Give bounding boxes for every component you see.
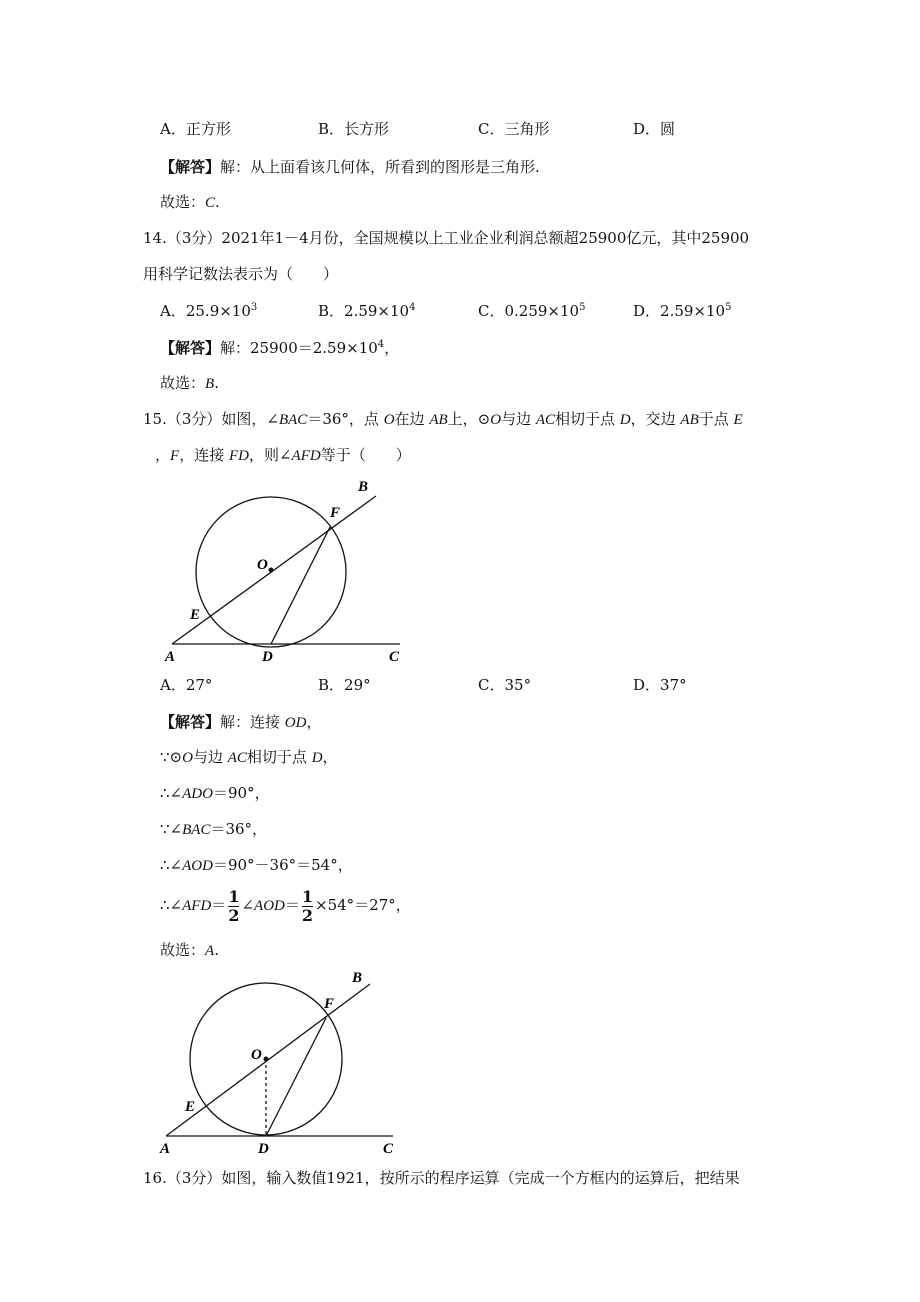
stem-math: AC: [535, 412, 556, 428]
step-text: 与边: [192, 748, 228, 766]
stem-math: AFD: [291, 448, 321, 464]
label-b: B: [352, 970, 363, 986]
question-number: 15.: [143, 410, 167, 428]
label-c: C: [389, 649, 400, 664]
q13-option-d: D．圆: [633, 120, 676, 138]
stem-text: 等于（ ）: [320, 446, 411, 464]
choice-prefix: 故选：: [160, 193, 206, 211]
label-f: F: [324, 996, 335, 1012]
question-number: 16.: [143, 1169, 167, 1187]
answer-exponent: 4: [377, 339, 385, 350]
option-base: B．2.59×10: [318, 302, 410, 320]
q15-choice: [160, 940, 219, 961]
stem-text: 上，⊙: [447, 410, 491, 428]
step-math: AFD: [182, 898, 212, 914]
label-f: F: [330, 505, 341, 521]
q15-stem-line2: [155, 445, 411, 466]
fraction-denominator: 2: [301, 905, 314, 925]
stem-text: 相切于点: [555, 410, 620, 428]
label-b: B: [358, 479, 369, 495]
option-exponent: 5: [725, 302, 732, 313]
stem-math: AB: [680, 412, 699, 428]
q13-option-c: C．三角形: [478, 120, 550, 138]
label-c: C: [383, 1141, 394, 1157]
stem-text: 于点: [698, 410, 734, 428]
question-number: 14.: [143, 229, 167, 247]
stem-math: F: [170, 448, 180, 464]
q15-stem-line1: [143, 409, 743, 430]
step-text: ，: [306, 713, 322, 731]
step-text: 相切于点: [246, 748, 312, 766]
step-text: ＝90°－36°＝54°，: [212, 856, 353, 874]
stem-text: ，则∠: [248, 446, 292, 464]
q15-option-b: B．29°: [318, 676, 371, 694]
fraction-numerator: 1: [228, 886, 240, 906]
step-math: BAC: [182, 822, 211, 838]
stem-text: 如图，∠: [221, 410, 279, 428]
option-exponent: 4: [409, 302, 416, 313]
option-exponent: 5: [579, 302, 586, 313]
stem-text: ＝36°，点: [307, 410, 384, 428]
step-text: ∴∠: [160, 784, 183, 802]
answer-tag: 【解答】: [160, 339, 221, 357]
q13-option-b: B．长方形: [318, 120, 390, 138]
stem-text: ，: [155, 446, 171, 464]
question-text: 如图，输入数值1921，按所示的程序运算（完成一个方框内的运算后，把结果: [221, 1169, 740, 1187]
question-score: （3分）: [166, 1169, 222, 1187]
label-e: E: [190, 607, 201, 623]
segment-fd: [266, 1018, 326, 1136]
stem-math: O: [490, 412, 502, 428]
step-text: ∴∠: [160, 896, 183, 914]
q15-step-6: ∴∠AFD＝ $\frac{1}{2}$ ∠AOD＝ $\frac{1}{2}$ ×54°＝27°，: [160, 886, 411, 925]
step-text: ＝: [284, 896, 300, 914]
q13-answer: [160, 157, 540, 177]
stem-text: ，连接: [179, 446, 229, 464]
choice-letter: B: [205, 376, 215, 392]
step-text: ∵∠: [160, 820, 183, 838]
stem-math: O: [383, 412, 395, 428]
choice-prefix: 故选：: [160, 374, 206, 392]
question-text: 2021年1－4月份，全国规模以上工业企业利润总额超25900亿元，其中25900: [221, 229, 750, 247]
option-base: D．2.59×10: [633, 302, 726, 320]
label-a: A: [160, 1141, 171, 1157]
stem-math: D: [619, 412, 631, 428]
step-math: ADO: [182, 786, 213, 802]
q15-option-c: C．35°: [478, 676, 532, 694]
choice-suffix: .: [214, 374, 219, 392]
answer-text: 解：从上面看该几何体，所看到的图形是三角形.: [220, 158, 540, 176]
fraction-half: [228, 886, 240, 925]
label-d: D: [258, 1141, 269, 1157]
q14-stem-line1: [143, 228, 749, 248]
option-base: C．0.259×10: [478, 302, 580, 320]
label-o: O: [257, 557, 268, 573]
choice-suffix: .: [214, 941, 219, 959]
fraction-denominator: 2: [228, 905, 240, 925]
step-text: ∵⊙: [160, 748, 183, 766]
stem-math: E: [733, 412, 743, 428]
q15-step-5: [160, 855, 353, 876]
q13-choice: [160, 192, 220, 213]
q15-step-2: [160, 747, 338, 768]
step-text: ×54°＝27°，: [315, 896, 411, 914]
answer-tag: 【解答】: [160, 158, 221, 176]
stem-text: 在边: [394, 410, 430, 428]
choice-suffix: .: [215, 193, 220, 211]
question-score: （3分）: [166, 410, 222, 428]
q15-option-d: D．37°: [633, 676, 687, 694]
label-d: D: [262, 649, 273, 664]
q14-option-b: [318, 301, 415, 321]
option-exponent: 3: [250, 302, 258, 313]
q16-stem-line1: [143, 1168, 740, 1188]
q14-choice: [160, 373, 219, 394]
stem-math: FD: [228, 448, 249, 464]
q15-step-4: [160, 819, 267, 840]
choice-letter: A: [205, 943, 215, 959]
stem-text: ，交边: [630, 410, 681, 428]
q15-figure: [160, 474, 420, 664]
step-math: D: [311, 750, 323, 766]
step-math: AOD: [182, 858, 213, 874]
step-text: ，: [322, 748, 338, 766]
step-text: ＝36°，: [210, 820, 268, 838]
answer-base: 解：25900＝2.59×10: [220, 339, 378, 357]
step-math: OD: [284, 715, 307, 731]
step-math: AOD: [254, 898, 285, 914]
q14-option-d: [633, 301, 731, 321]
option-base: A．25.9×10: [160, 302, 251, 320]
stem-text: 与边: [501, 410, 536, 428]
choice-letter: C: [205, 195, 216, 211]
q15-option-a: A．27°: [160, 676, 213, 694]
answer-tag: 【解答】: [160, 713, 221, 731]
step-text: 解：连接: [220, 713, 285, 731]
fraction-half: [301, 886, 314, 925]
choice-prefix: 故选：: [160, 941, 206, 959]
q15-step-3: [160, 783, 270, 804]
answer-tail: ，: [384, 339, 400, 357]
q14-option-c: [478, 301, 585, 321]
q14-answer: [160, 338, 399, 358]
fraction-numerator: 1: [301, 886, 314, 906]
stem-math: BAC: [278, 412, 308, 428]
center-point: [269, 568, 274, 573]
label-e: E: [185, 1099, 196, 1115]
step-text: ∴∠: [160, 856, 183, 874]
step-math: O: [182, 750, 193, 766]
q14-stem-line2: 用科学记数法表示为（ ）: [143, 265, 339, 283]
segment-fd: [271, 527, 330, 644]
label-o: O: [251, 1047, 262, 1063]
q14-option-a: [160, 301, 257, 321]
step-text: ＝: [211, 896, 227, 914]
center-point: [264, 1057, 269, 1062]
q13-option-a: A．正方形: [160, 120, 231, 138]
stem-math: AB: [429, 412, 448, 428]
step-text: ＝90°，: [212, 784, 270, 802]
step-math: AC: [227, 750, 247, 766]
question-score: （3分）: [166, 229, 222, 247]
q15-solution-figure: [158, 966, 418, 1158]
q15-step-1: [160, 712, 321, 733]
label-a: A: [165, 649, 176, 664]
